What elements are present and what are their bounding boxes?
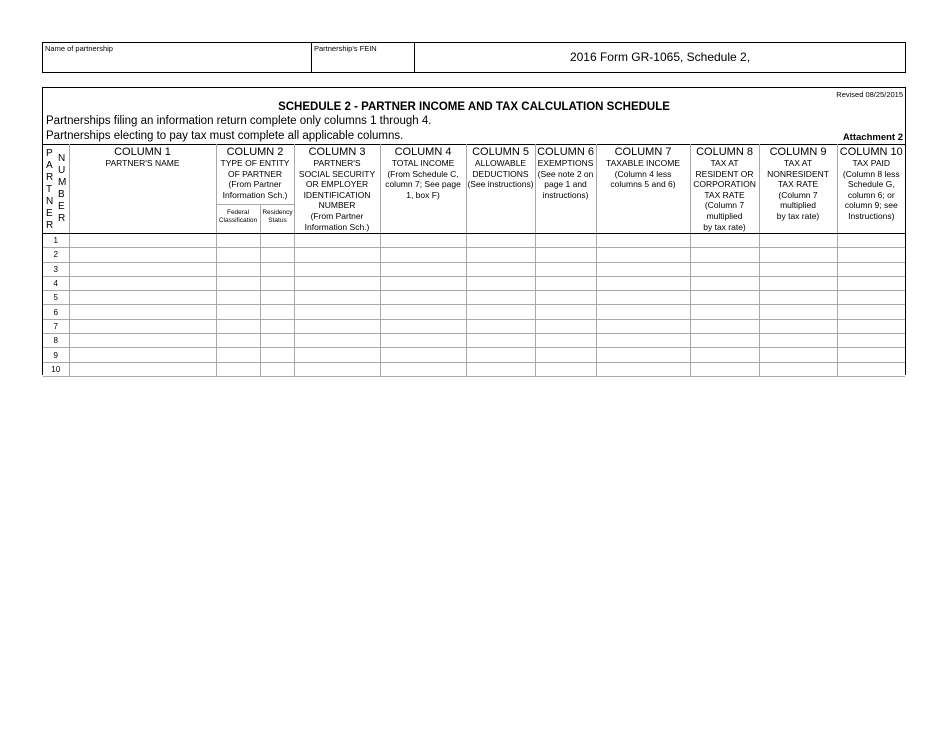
- federal-classification-cell[interactable]: [216, 234, 260, 248]
- intro-line-1: Partnerships filing an information return complete only columns 1 through 4.: [46, 115, 432, 127]
- federal-classification-cell[interactable]: [216, 291, 260, 305]
- intro-line-2: Partnerships electing to pay tax must complete all applicable columns.: [46, 130, 404, 142]
- partner-number-cell: 1: [43, 234, 69, 248]
- tax-paid-cell[interactable]: [837, 319, 905, 333]
- federal-classification-cell[interactable]: [216, 334, 260, 348]
- tax-nonresident-cell[interactable]: [759, 319, 837, 333]
- column-desc: column 6; or: [847, 189, 895, 200]
- column-desc: DEDUCTIONS: [472, 168, 529, 179]
- total-income-cell[interactable]: [380, 305, 466, 319]
- exemptions-cell[interactable]: [535, 248, 596, 262]
- tax-paid-cell[interactable]: [837, 305, 905, 319]
- column-desc: column 9; see: [844, 200, 898, 211]
- total-income-cell[interactable]: [380, 234, 466, 248]
- residency-status-cell[interactable]: [260, 248, 294, 262]
- partner-id-number-cell[interactable]: [294, 319, 380, 333]
- column-desc: PARTNER'S: [313, 158, 361, 168]
- column-desc: (See note 2 on: [537, 168, 594, 179]
- column-desc: ALLOWABLE: [474, 158, 527, 168]
- column-desc: (From Partner: [310, 210, 364, 221]
- column-heading: COLUMN 7: [614, 146, 672, 158]
- form-title-cell: [415, 43, 905, 72]
- residency-status-subheader: Residency Status: [261, 204, 295, 233]
- partner-number-cell: 5: [43, 291, 69, 305]
- residency-status-cell[interactable]: [260, 334, 294, 348]
- exemptions-cell[interactable]: [535, 234, 596, 248]
- partner-name-cell[interactable]: [69, 262, 216, 276]
- taxable-income-cell[interactable]: [596, 234, 690, 248]
- pn-letter: T: [46, 184, 53, 195]
- federal-classification-cell[interactable]: [216, 262, 260, 276]
- column-desc: CORPORATION: [693, 179, 756, 190]
- column-desc: (Column 8 less: [842, 168, 900, 179]
- partner-id-number-cell[interactable]: [294, 362, 380, 376]
- column-desc: Schedule G,: [847, 179, 895, 190]
- column-heading: COLUMN 10: [839, 146, 903, 158]
- column-heading: COLUMN 6: [537, 146, 594, 158]
- column-2-header: [216, 145, 294, 234]
- exemptions-cell[interactable]: [535, 348, 596, 362]
- column-desc: column 7; See page: [385, 179, 461, 190]
- partner-name-cell[interactable]: [69, 319, 216, 333]
- partner-id-number-cell[interactable]: [294, 334, 380, 348]
- column-desc: Information Sch.): [222, 189, 288, 200]
- total-income-cell[interactable]: [380, 348, 466, 362]
- column-desc: PARTNER'S NAME: [105, 158, 180, 168]
- partner-name-cell[interactable]: [69, 305, 216, 319]
- pn-letter: R: [46, 172, 54, 183]
- residency-status-cell[interactable]: [260, 276, 294, 290]
- tax-paid-cell[interactable]: [837, 234, 905, 248]
- total-income-cell[interactable]: [380, 248, 466, 262]
- allowable-deductions-cell[interactable]: [466, 262, 535, 276]
- column-7-header: [596, 145, 690, 234]
- exemptions-cell[interactable]: [535, 276, 596, 290]
- column-desc: (Column 4 less: [614, 168, 672, 179]
- column-desc: (From Partner: [228, 179, 282, 190]
- column-heading: COLUMN 4: [394, 146, 452, 158]
- tax-paid-cell[interactable]: [837, 262, 905, 276]
- tax-paid-cell[interactable]: [837, 291, 905, 305]
- federal-classification-cell[interactable]: [216, 248, 260, 262]
- tax-nonresident-cell[interactable]: [759, 334, 837, 348]
- column-desc: Information Sch.): [304, 221, 370, 232]
- table-body: [43, 234, 905, 377]
- partnership-fein-label: Partnership's FEIN: [314, 44, 377, 53]
- allowable-deductions-cell[interactable]: [466, 319, 535, 333]
- tax-nonresident-cell[interactable]: [759, 234, 837, 248]
- partnership-name-label: Name of partnership: [45, 44, 113, 53]
- table-header-row: [43, 145, 905, 234]
- table-row: [43, 276, 905, 290]
- taxable-income-cell[interactable]: [596, 348, 690, 362]
- column-heading: COLUMN 8: [696, 146, 753, 158]
- column-3-header: [294, 145, 380, 234]
- partner-id-number-cell[interactable]: [294, 262, 380, 276]
- column-9-header: [759, 145, 837, 234]
- federal-classification-cell[interactable]: [216, 348, 260, 362]
- partner-name-cell[interactable]: [69, 334, 216, 348]
- column-desc: SOCIAL SECURITY: [298, 168, 376, 179]
- column-heading: COLUMN 9: [769, 146, 827, 158]
- residency-status-cell[interactable]: [260, 291, 294, 305]
- partner-name-cell[interactable]: [69, 348, 216, 362]
- total-income-cell[interactable]: [380, 291, 466, 305]
- column-heading: COLUMN 3: [308, 146, 366, 158]
- pn-letter: B: [58, 189, 65, 200]
- column-desc: NONRESIDENT: [767, 168, 829, 179]
- partnership-header-box: [42, 42, 906, 73]
- column-8-header: [690, 145, 759, 234]
- partner-number-cell: 2: [43, 248, 69, 262]
- partner-id-number-cell[interactable]: [294, 234, 380, 248]
- tax-resident-cell[interactable]: [690, 348, 759, 362]
- pn-letter: M: [58, 177, 67, 188]
- column-heading: COLUMN 1: [114, 146, 171, 158]
- table-row: [43, 234, 905, 248]
- partner-name-cell[interactable]: [69, 234, 216, 248]
- exemptions-cell[interactable]: [535, 319, 596, 333]
- column-desc: instructions): [542, 189, 589, 200]
- table-row: [43, 262, 905, 276]
- partner-number-cell: 6: [43, 305, 69, 319]
- tax-resident-cell[interactable]: [690, 334, 759, 348]
- taxable-income-cell[interactable]: [596, 305, 690, 319]
- federal-classification-cell[interactable]: [216, 305, 260, 319]
- partner-number-cell: 10: [43, 362, 69, 376]
- taxable-income-cell[interactable]: [596, 291, 690, 305]
- pn-letter: A: [46, 160, 53, 171]
- total-income-cell[interactable]: [380, 319, 466, 333]
- table-row: [43, 305, 905, 319]
- federal-classification-cell[interactable]: [216, 276, 260, 290]
- column-desc: TYPE OF ENTITY: [220, 158, 290, 168]
- pn-letter: R: [46, 220, 54, 231]
- revised-date: Revised 08/25/2015: [836, 90, 903, 99]
- column-desc: TAX AT: [710, 158, 739, 168]
- residency-status-cell[interactable]: [260, 305, 294, 319]
- tax-paid-cell[interactable]: [837, 248, 905, 262]
- table-row: [43, 291, 905, 305]
- column-desc: by tax rate): [776, 210, 820, 221]
- residency-status-cell[interactable]: [260, 234, 294, 248]
- tax-resident-cell[interactable]: [690, 362, 759, 376]
- exemptions-cell[interactable]: [535, 362, 596, 376]
- allowable-deductions-cell[interactable]: [466, 291, 535, 305]
- column-desc: (See instructions): [467, 179, 534, 190]
- column-desc: TAX RATE: [777, 179, 819, 190]
- column-desc: Instructions): [848, 210, 895, 221]
- partner-name-cell[interactable]: [69, 362, 216, 376]
- pn-letter: N: [58, 153, 66, 164]
- allowable-deductions-cell[interactable]: [466, 362, 535, 376]
- tax-nonresident-cell[interactable]: [759, 305, 837, 319]
- column-desc: TAX AT: [784, 158, 813, 168]
- attachment-label: Attachment 2: [842, 132, 903, 143]
- partner-id-number-cell[interactable]: [294, 248, 380, 262]
- column-desc: columns 5 and 6): [610, 179, 676, 190]
- table-row: [43, 319, 905, 333]
- partner-number-header: [43, 145, 69, 234]
- residency-status-cell[interactable]: [260, 319, 294, 333]
- pn-letter: P: [46, 148, 53, 159]
- table-row: [43, 334, 905, 348]
- tax-resident-cell[interactable]: [690, 319, 759, 333]
- column-desc: OR EMPLOYER: [305, 179, 369, 190]
- partner-number-cell: 3: [43, 262, 69, 276]
- partner-number-cell: 7: [43, 319, 69, 333]
- partner-number-cell: 4: [43, 276, 69, 290]
- column-5-header: [466, 145, 535, 234]
- column-desc: multiplied: [780, 200, 816, 211]
- partner-id-number-cell[interactable]: [294, 291, 380, 305]
- total-income-cell[interactable]: [380, 334, 466, 348]
- column-6-header: [535, 145, 596, 234]
- pn-letter: N: [46, 196, 54, 207]
- tax-nonresident-cell[interactable]: [759, 248, 837, 262]
- tax-resident-cell[interactable]: [690, 305, 759, 319]
- column-heading: COLUMN 5: [472, 146, 529, 158]
- taxable-income-cell[interactable]: [596, 276, 690, 290]
- residency-status-cell[interactable]: [260, 262, 294, 276]
- partnership-name-field[interactable]: [43, 43, 312, 72]
- total-income-cell[interactable]: [380, 362, 466, 376]
- taxable-income-cell[interactable]: [596, 319, 690, 333]
- column-10-header: [837, 145, 905, 234]
- column-1-header: [69, 145, 216, 234]
- column-heading: COLUMN 2: [226, 146, 284, 158]
- partner-name-cell[interactable]: [69, 276, 216, 290]
- taxable-income-cell[interactable]: [596, 334, 690, 348]
- table-row: [43, 348, 905, 362]
- partner-name-cell[interactable]: [69, 248, 216, 262]
- partner-number-cell: 9: [43, 348, 69, 362]
- tax-nonresident-cell[interactable]: [759, 348, 837, 362]
- column-desc: TOTAL INCOME: [391, 158, 455, 168]
- partner-table: [43, 144, 905, 377]
- column-desc: TAXABLE INCOME: [606, 158, 681, 168]
- tax-resident-cell[interactable]: [690, 276, 759, 290]
- column-desc: (Column 7: [704, 200, 745, 211]
- total-income-cell[interactable]: [380, 262, 466, 276]
- partner-number-cell: 8: [43, 334, 69, 348]
- federal-classification-subheader: Federal Classification: [217, 204, 261, 233]
- column-desc: TAX PAID: [852, 158, 890, 168]
- column-desc: IDENTIFICATION: [303, 189, 371, 200]
- federal-classification-cell[interactable]: [216, 362, 260, 376]
- column-desc: NUMBER: [318, 200, 356, 211]
- tax-paid-cell[interactable]: [837, 334, 905, 348]
- residency-status-cell[interactable]: [260, 348, 294, 362]
- pn-letter: R: [58, 213, 66, 224]
- exemptions-cell[interactable]: [535, 262, 596, 276]
- table-row: [43, 248, 905, 262]
- column-desc: RESIDENT OR: [695, 168, 754, 179]
- partner-id-number-cell[interactable]: [294, 276, 380, 290]
- tax-resident-cell[interactable]: [690, 291, 759, 305]
- column-desc: TAX RATE: [704, 189, 745, 200]
- column-desc: (Column 7: [778, 189, 818, 200]
- pn-letter: U: [58, 165, 66, 176]
- column-desc: (From Schedule C,: [387, 168, 459, 179]
- column-desc: multiplied: [706, 210, 743, 221]
- allowable-deductions-cell[interactable]: [466, 334, 535, 348]
- tax-paid-cell[interactable]: [837, 362, 905, 376]
- tax-nonresident-cell[interactable]: [759, 262, 837, 276]
- allowable-deductions-cell[interactable]: [466, 234, 535, 248]
- pn-letter: E: [46, 208, 53, 219]
- taxable-income-cell[interactable]: [596, 262, 690, 276]
- column-desc: 1, box F): [406, 189, 440, 200]
- federal-classification-cell[interactable]: [216, 319, 260, 333]
- exemptions-cell[interactable]: [535, 291, 596, 305]
- allowable-deductions-cell[interactable]: [466, 348, 535, 362]
- pn-letter: E: [58, 201, 65, 212]
- tax-paid-cell[interactable]: [837, 348, 905, 362]
- column-desc: OF PARTNER: [228, 168, 282, 179]
- column-desc: page 1 and: [544, 179, 587, 190]
- tax-nonresident-cell[interactable]: [759, 362, 837, 376]
- tax-paid-cell[interactable]: [837, 276, 905, 290]
- taxable-income-cell[interactable]: [596, 362, 690, 376]
- taxable-income-cell[interactable]: [596, 248, 690, 262]
- schedule-box: [42, 87, 906, 375]
- tax-nonresident-cell[interactable]: [759, 276, 837, 290]
- tax-nonresident-cell[interactable]: [759, 291, 837, 305]
- schedule-title: SCHEDULE 2 - PARTNER INCOME AND TAX CALCULATION SCHEDULE: [278, 101, 670, 113]
- allowable-deductions-cell[interactable]: [466, 276, 535, 290]
- column-desc: EXEMPTIONS: [537, 158, 594, 168]
- column-desc: by tax rate): [703, 221, 746, 232]
- partnership-fein-field[interactable]: [312, 43, 415, 72]
- table-row: [43, 362, 905, 376]
- partner-id-number-cell[interactable]: [294, 305, 380, 319]
- allowable-deductions-cell[interactable]: [466, 305, 535, 319]
- tax-resident-cell[interactable]: [690, 234, 759, 248]
- total-income-cell[interactable]: [380, 276, 466, 290]
- tax-resident-cell[interactable]: [690, 248, 759, 262]
- tax-resident-cell[interactable]: [690, 262, 759, 276]
- form-title: 2016 Form GR-1065, Schedule 2,: [569, 50, 751, 64]
- allowable-deductions-cell[interactable]: [466, 248, 535, 262]
- partner-name-cell[interactable]: [69, 291, 216, 305]
- partner-id-number-cell[interactable]: [294, 348, 380, 362]
- column-4-header: [380, 145, 466, 234]
- exemptions-cell[interactable]: [535, 305, 596, 319]
- exemptions-cell[interactable]: [535, 334, 596, 348]
- residency-status-cell[interactable]: [260, 362, 294, 376]
